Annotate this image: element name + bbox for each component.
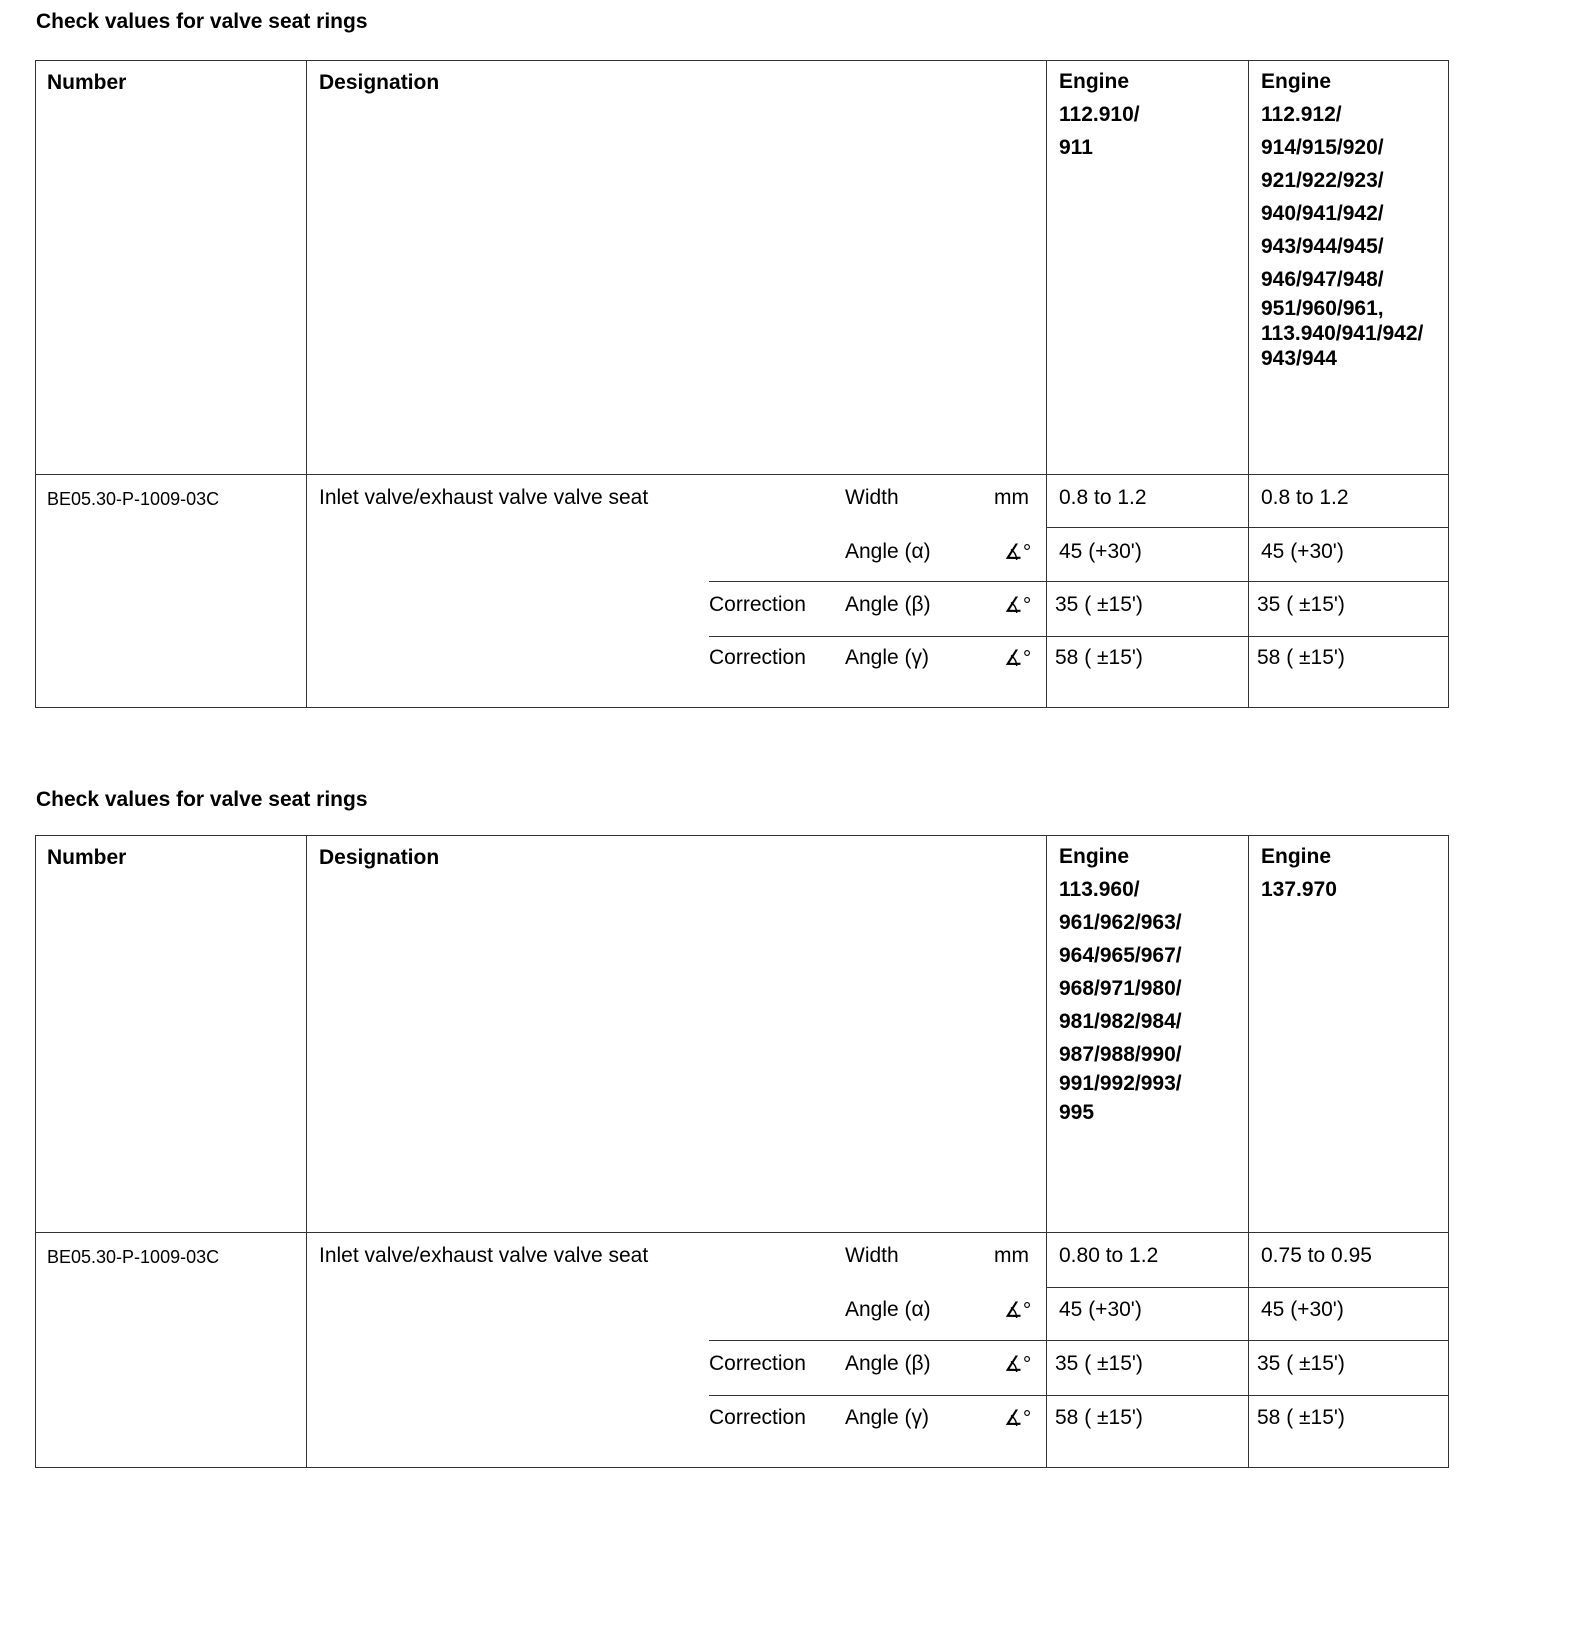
section-title: Check values for valve seat rings: [36, 10, 368, 33]
unit: ∡°: [1004, 541, 1032, 564]
engine-a-header: Engine 113.960/ 961/962/963/ 964/965/967/ 968/971/980/ 981/982/984/ 987/988/990/ 991/992/993/ 995: [1059, 845, 1182, 1124]
value-b: 58 ( ±15'): [1257, 1406, 1345, 1429]
param-angle-gamma: Angle (γ): [845, 646, 930, 669]
correction-label: Correction: [709, 1352, 806, 1375]
unit: ∡°: [1004, 1299, 1032, 1322]
param-angle-beta: Angle (β): [845, 593, 931, 616]
value-b: 45 (+30'): [1261, 1298, 1344, 1321]
correction-label: Correction: [709, 1406, 806, 1429]
param-width: Width: [845, 1244, 899, 1267]
value-a: 0.8 to 1.2: [1059, 486, 1147, 509]
engine-b-header: Engine 112.912/ 914/915/920/ 921/922/923/ 940/941/942/ 943/944/945/ 946/947/948/ 951/960/961, 113.940/941/942/ 943/944: [1261, 70, 1424, 370]
param-angle-beta: Angle (β): [845, 1352, 931, 1375]
param-angle-alpha: Angle (α): [845, 540, 931, 563]
unit: mm: [994, 486, 1029, 509]
value-b: 35 ( ±15'): [1257, 593, 1345, 616]
value-a: 0.80 to 1.2: [1059, 1244, 1159, 1267]
header-designation: Designation: [319, 846, 440, 869]
header-designation: Designation: [319, 71, 440, 94]
designation: Inlet valve/exhaust valve valve seat: [319, 486, 649, 509]
value-b: 45 (+30'): [1261, 540, 1344, 563]
unit: ∡°: [1004, 1407, 1032, 1430]
engine-b-header: Engine 137.970: [1261, 845, 1337, 901]
unit: ∡°: [1004, 1353, 1032, 1376]
param-width: Width: [845, 486, 899, 509]
correction-label: Correction: [709, 646, 806, 669]
engine-a-header: Engine 112.910/ 911: [1059, 70, 1140, 159]
value-a: 45 (+30'): [1059, 1298, 1142, 1321]
param-angle-gamma: Angle (γ): [845, 1406, 930, 1429]
header-number: Number: [47, 846, 127, 869]
designation: Inlet valve/exhaust valve valve seat: [319, 1244, 649, 1267]
value-a: 45 (+30'): [1059, 540, 1142, 563]
part-number: BE05.30-P-1009-03C: [47, 1247, 220, 1267]
valve-seat-table: [35, 835, 1449, 1468]
value-a: 58 ( ±15'): [1055, 646, 1143, 669]
param-angle-alpha: Angle (α): [845, 1298, 931, 1321]
value-a: 58 ( ±15'): [1055, 1406, 1143, 1429]
valve-seat-table: [35, 60, 1449, 708]
value-a: 35 ( ±15'): [1055, 593, 1143, 616]
unit: ∡°: [1004, 647, 1032, 670]
header-number: Number: [47, 71, 127, 94]
unit: ∡°: [1004, 594, 1032, 617]
part-number: BE05.30-P-1009-03C: [47, 489, 220, 509]
value-b: 58 ( ±15'): [1257, 646, 1345, 669]
value-a: 35 ( ±15'): [1055, 1352, 1143, 1375]
value-b: 35 ( ±15'): [1257, 1352, 1345, 1375]
value-b: 0.75 to 0.95: [1261, 1244, 1372, 1267]
value-b: 0.8 to 1.2: [1261, 486, 1349, 509]
correction-label: Correction: [709, 593, 806, 616]
section-title: Check values for valve seat rings: [36, 788, 368, 811]
unit: mm: [994, 1244, 1029, 1267]
